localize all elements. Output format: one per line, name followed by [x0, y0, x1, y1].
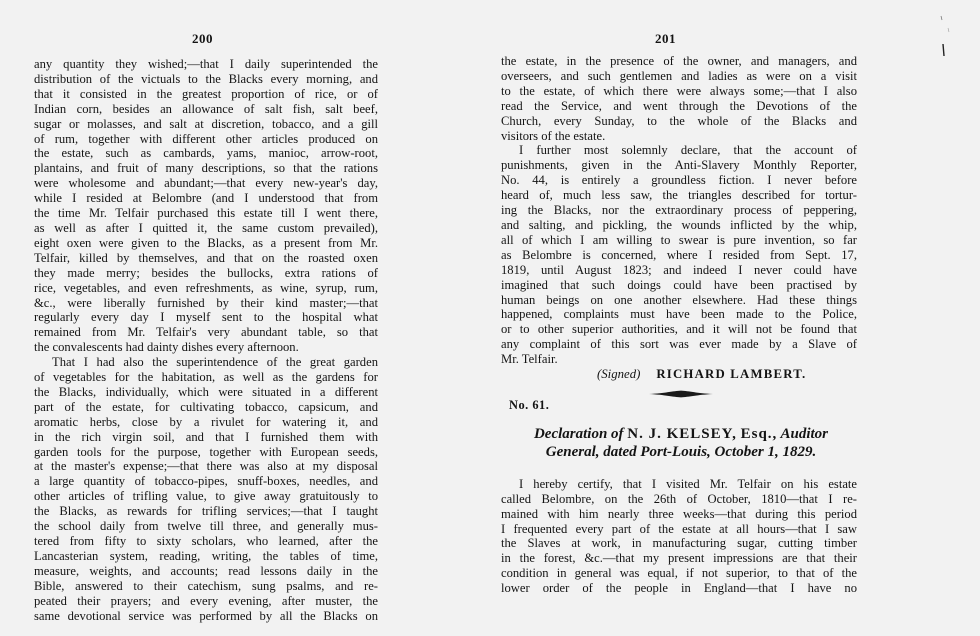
text-line: remained from Mr. Telfair's very abundant table, so that [34, 325, 378, 340]
text-line: heard of, much less saw, the triangles described for tortur- [501, 188, 857, 203]
left-page [0, 0, 480, 636]
right-page [480, 0, 980, 636]
text-line: imagined that such doings could have been practised by [501, 277, 857, 292]
text-line: I frequented every part of the estate at all hours—that I saw [501, 521, 857, 536]
heading-name: N. J. KELSEY, [627, 425, 737, 442]
text-line: the convalescents had dainty dishes every afternoon. [34, 340, 299, 355]
text-line: or to other superior authorities, and it will not be found that [501, 322, 857, 337]
text-line: a large quantity of tobacco-pipes, snuff-boxes, needles, and [34, 474, 378, 489]
text-line: That I had also the superintendence of the great garden [52, 355, 378, 370]
text-line: happened, complaints must have been made to the Police, [501, 307, 857, 322]
text-line: while I resided at Belombre (and I understood that from [34, 191, 378, 206]
text-line: garden tools for the purpose, together with European seeds, [34, 444, 378, 459]
signature-prefix: (Signed) [597, 367, 641, 382]
text-line: the estate, such as cambards, yams, manioc, arrow-root, [34, 146, 378, 161]
text-line: mained with him nearly three weeks—that during this period [501, 506, 857, 521]
text-line: the estate, in the presence of the owner, and managers, and [501, 54, 857, 68]
text-line: part of the estate, for cultivating tobacco, capsicum, and [34, 399, 378, 414]
declaration-body [501, 477, 857, 596]
page-number-right: 201 [655, 31, 676, 46]
text-line: peated their prayers; and every evening, after muster, the [34, 593, 378, 608]
text-line: sugar or molasses, and salt at discretion, tobacco, and a gill [34, 116, 378, 131]
text-line: I hereby certify, that I visited Mr. Telfair on his estate [519, 476, 857, 491]
text-line: in the rich virgin soil, and that I furnished them with [34, 429, 378, 444]
right-page-content [501, 54, 857, 596]
heading-part3: Auditor [780, 425, 829, 442]
text-line: as Belombre is concerned, where I resided from Sept. 17, [501, 247, 857, 262]
text-line: aromatic herbs, close by a rivulet for watering it, and [34, 414, 378, 429]
text-line: that it consisted in the greatest proportion of rice, or of [34, 86, 378, 101]
text-line: of rum, together with different other articles produced on [34, 131, 378, 146]
text-line: human beings on one another elsewhere. Had these things [501, 292, 857, 307]
text-line: Bible, answered to their catechism, sung psalms, and re- [34, 578, 378, 593]
text-line: eight oxen were given to the Blacks, as a present from Mr. [34, 235, 378, 250]
left-page-text [34, 57, 378, 623]
text-line: all of which I am willing to swear is pure invention, so far [501, 232, 857, 247]
text-line: Church, every Sunday, to the whole of the Blacks and [501, 113, 857, 128]
text-line: in the forest, &c.—that my present impressions are that their [501, 551, 857, 566]
text-line: Telfair, killed by themselves, and that on the roasted oxen [34, 250, 378, 265]
text-line: distribution of the victuals to the Blacks every morning, and [34, 71, 378, 86]
text-line: condition in general was equal, if not superior, to that of the [501, 566, 857, 581]
text-line: called Belombre, on the 26th of October, 1810—that I re- [501, 491, 857, 506]
signature [501, 367, 857, 382]
text-line: as well as after I quitted it, the same custom prevailed), [34, 220, 378, 235]
text-line: rice, vegetables, and even refreshments, as wine, syrup, rum, [34, 280, 378, 295]
text-line: at the master's expense;—that there was also at my disposal [34, 459, 378, 474]
page-number-left: 200 [192, 31, 213, 46]
text-line: and salting, and pickling, the wounds inflicted by the whip, [501, 217, 857, 232]
declaration-heading [501, 425, 857, 461]
text-line: tered from fifty to sixty scholars, who learned, after the [34, 534, 378, 548]
text-line: measure, weights, and accounts; read lessons daily in the [34, 563, 378, 578]
right-page-text [501, 54, 857, 367]
text-line: same devotional service was performed by all the Blacks on [34, 608, 378, 623]
text-line: 1819, until August 1823; and indeed I never could have [501, 262, 857, 277]
text-line: visitors of the estate. [501, 128, 606, 143]
heading-part2: Esq., [740, 425, 778, 442]
text-line: to the estate, of which there were always some;—that I also [501, 83, 857, 98]
text-line: were wholesome and abundant;—that every new-year's day, [34, 176, 378, 191]
scan-edge-marks [936, 8, 956, 68]
text-line: read the Service, and went through the Devotions of the [501, 98, 857, 113]
text-line: &c., were liberally furnished by their kind master;—that [34, 295, 378, 310]
text-line: overseers, and such gentlemen and ladies as were on a visit [501, 68, 857, 83]
text-line: Indian corn, besides an allowance of salt fish, salt beef, [34, 101, 378, 116]
text-line: No. 44, is entirely a groundless fiction. I never before [501, 173, 857, 188]
text-line: I further most solemnly declare, that the account of [519, 143, 857, 158]
text-line: lower order of the people in England—that I have no [501, 581, 857, 596]
text-line: regularly every day I myself sent to the hospital what [34, 310, 378, 325]
document-number: No. 61. [509, 397, 550, 412]
text-line: the Blacks, as rewards for trifling services;—that I taught [34, 504, 378, 519]
text-line: the time Mr. Telfair purchased this estate till I went there, [34, 206, 378, 221]
text-line: other articles of trifling value, to give away gratuitously to [34, 489, 378, 504]
heading-part1: Declaration of [533, 425, 624, 442]
text-line: any quantity they wished;—that I daily superintended the [34, 57, 378, 71]
text-line: Lancasterian system, reading, writing, the tables of time, [34, 548, 378, 563]
section-divider-ornament [649, 390, 713, 398]
text-line: the school daily from twelve till three, and generally mus- [34, 519, 378, 534]
text-line: plantains, and fruit of many descriptions, so that the rations [34, 161, 378, 176]
heading-line2: General, dated Port-Louis, October 1, 1829. [545, 443, 817, 460]
text-line: any complaint of this sort was ever made by a Slave of [501, 337, 857, 352]
text-line: Mr. Telfair. [501, 352, 558, 367]
text-line: ing the Blacks, nor the extraordinary process of peppering, [501, 203, 857, 218]
text-line: they made merry; besides the bullocks, extra rations of [34, 265, 378, 280]
text-line: punishments, given in the Anti-Slavery Monthly Reporter, [501, 158, 857, 173]
text-line: the Blacks, individually, which were situated in a different [34, 384, 378, 399]
signature-name: RICHARD LAMBERT. [656, 367, 807, 382]
text-line: the Slaves at work, in manufacturing sugar, cutting timber [501, 536, 857, 551]
text-line: of vegetables for the habitation, as well as the gardens for [34, 370, 378, 385]
